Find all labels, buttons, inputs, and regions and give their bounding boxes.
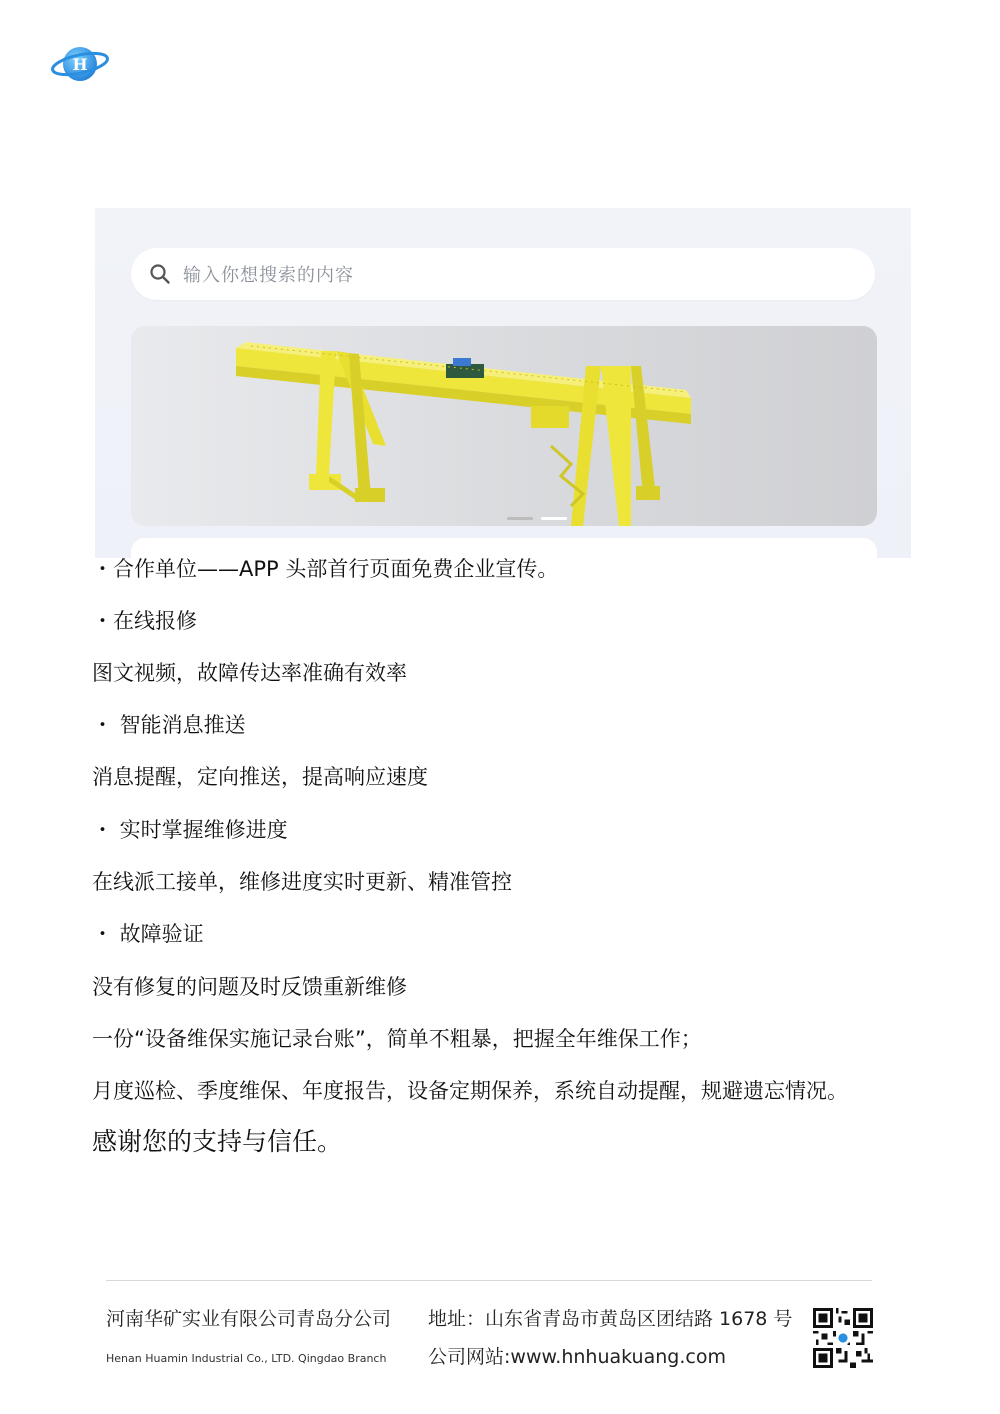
company-globe-logo-icon — [50, 40, 110, 84]
maintenance-ledger-text: 一份“设备维保实施记录台账”，简单不粗暴，把握全年维保工作； — [92, 1027, 702, 1051]
bullet-fault-verify: ・ 故障验证 — [92, 922, 204, 946]
app-screenshot — [95, 208, 911, 558]
search-placeholder: 输入你想搜索的内容 — [183, 265, 354, 286]
bullet-repair-progress: ・ 实时掌握维修进度 — [92, 818, 288, 842]
svg-text:H: H — [72, 55, 88, 74]
gantry-crane-image — [131, 326, 877, 526]
search-icon — [149, 263, 171, 285]
bullet-partner-promo: ・合作单位——APP 头部首行页面免费企业宣传。 — [92, 557, 559, 581]
bullet-online-repair: ・在线报修 — [92, 609, 197, 633]
company-website[interactable]: 公司网站:www.hnhuakuang.com — [428, 1346, 726, 1368]
company-address: 地址：山东省青岛市黄岛区团结路 1678 号 — [428, 1308, 793, 1330]
qr-code-icon — [813, 1308, 873, 1368]
banner-carousel[interactable] — [131, 326, 877, 526]
thanks-text: 感谢您的支持与信任。 — [92, 1127, 343, 1156]
bullet-smart-push: ・ 智能消息推送 — [92, 713, 246, 737]
maintenance-schedule-text: 月度巡检、季度维保、年度报告，设备定期保养，系统自动提醒，规避遗忘情况。 — [92, 1079, 848, 1103]
footer-divider — [106, 1280, 872, 1281]
search-bar[interactable] — [131, 248, 875, 300]
fault-verify-desc: 没有修复的问题及时反馈重新维修 — [92, 975, 407, 999]
online-repair-desc: 图文视频，故障传达率准确有效率 — [92, 661, 407, 685]
smart-push-desc: 消息提醒，定向推送，提高响应速度 — [92, 765, 428, 789]
company-name-en: Henan Huamin Industrial Co., LTD. Qingdao Branch — [106, 1352, 387, 1365]
carousel-dot-active[interactable] — [541, 517, 567, 520]
company-name-cn: 河南华矿实业有限公司青岛分公司 — [106, 1308, 392, 1330]
carousel-indicator — [507, 517, 567, 520]
repair-progress-desc: 在线派工接单，维修进度实时更新、精准管控 — [92, 870, 512, 894]
carousel-dot[interactable] — [507, 517, 533, 520]
